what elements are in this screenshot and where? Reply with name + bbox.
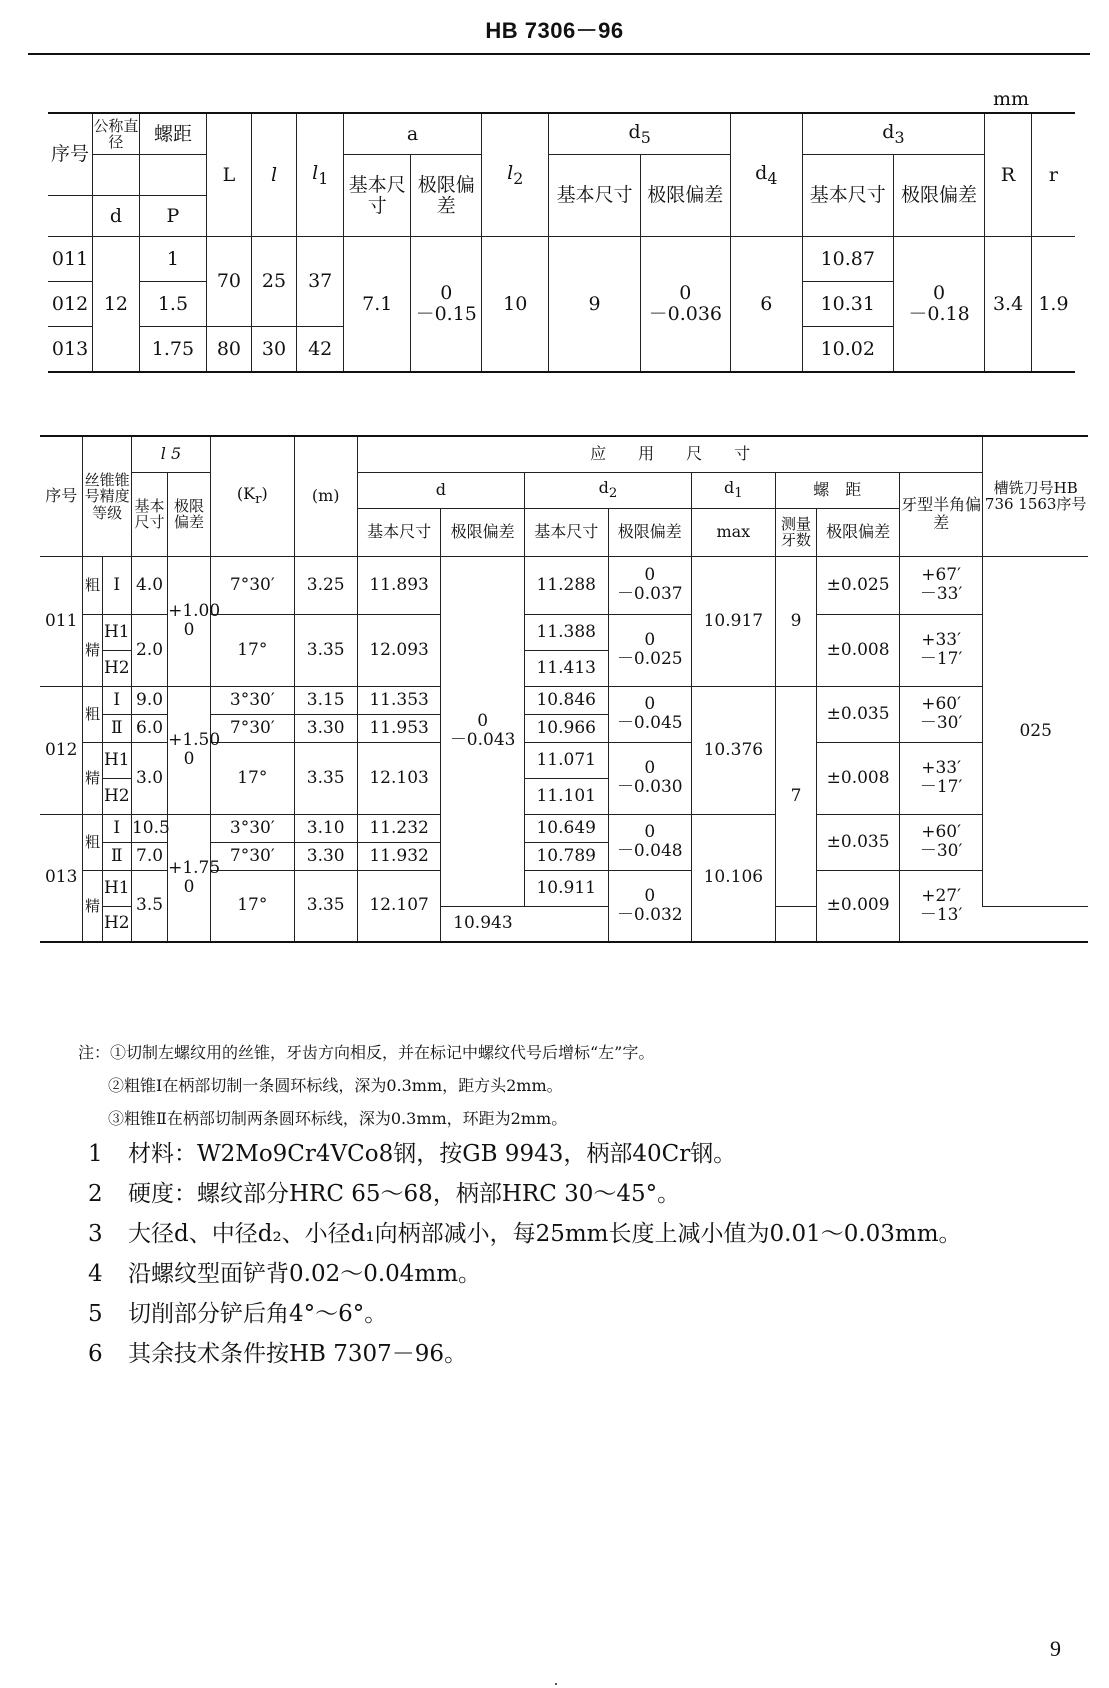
hdr-d3-limit: 极限偏差 (893, 155, 984, 237)
hdr-d3-basic: 基本尺寸 (802, 155, 893, 237)
shared-d-limit: 0 －0.043 (441, 556, 525, 906)
g013-l5-limit: +1.75 0 (168, 814, 211, 942)
list-item: 5 切削部分铲后角4°～6°。 (88, 1301, 388, 1327)
t2-hdr-l5-limit: 极限偏差 (168, 472, 211, 556)
hdr-r: r (1031, 113, 1075, 237)
g011-seq: 011 (40, 556, 83, 686)
page-number: 9 (1050, 1636, 1061, 1661)
t1-a-limit: 0 －0.15 (411, 237, 482, 373)
t2-hdr-measure: 测量牙数 (775, 508, 817, 556)
dimension-table-1 (48, 112, 1075, 373)
table2-row: 011 粗 I 4.0 +1.00 0 7°30′ 3.25 11.893 0 －0.043 11.288 0 －0.037 10.917 9 ±0.025 +67′ －33′ 025 (40, 556, 1088, 614)
list-item: 3 大径d、中径d₂、小径d₁向柄部减小，每25mm长度上减小值为0.01～0.03mm。 (88, 1221, 962, 1247)
t1-d5-basic: 9 (549, 237, 640, 373)
hdr-seq: 序号 (48, 113, 93, 196)
table2-row: H2 11.413 (40, 650, 1088, 686)
t1-d: 12 (93, 237, 140, 373)
t1-d3-limit: 0 －0.18 (893, 237, 984, 373)
hdr-l1: $l_1$ (297, 113, 344, 237)
t1-r: 1.9 (1031, 237, 1075, 373)
hdr-d5-limit: 极限偏差 (640, 155, 730, 237)
t2-hdr-m: (m) (294, 436, 357, 556)
tech-requirements (88, 1134, 962, 1374)
t1-d4: 6 (730, 237, 802, 373)
t2-hdr-cutter: 槽铣刀号HB 736 1563序号 (983, 436, 1088, 556)
grade-fine: 精 (83, 614, 102, 686)
t2-hdr-tapno: 丝锥锥号精度等级 (83, 436, 132, 556)
list-item: 2 硬度：螺纹部分HRC 65～68，柄部HRC 30～45°。 (88, 1181, 681, 1207)
t2-hdr-d1-max: max (692, 508, 776, 556)
table2-row: 012 粗 I 9.0 +1.50 0 3°30′ 3.15 11.353 10.846 0 －0.045 10.376 7 ±0.035 +60′ －30′ (40, 686, 1088, 714)
g012-d1: 10.376 (692, 686, 776, 814)
notes-block (78, 1036, 654, 1135)
hdr-pitch-cont (139, 155, 206, 196)
t2-hdr-d: d (357, 472, 524, 508)
g011-teeth: 9 (775, 556, 817, 686)
page-header: HB 7306－96 (485, 18, 624, 43)
t2-hdr-pitch-limit: 极限偏差 (817, 508, 899, 556)
note-1: 注：①切制左螺纹用的丝锥，牙齿方向相反，并在标记中螺纹代号后增标“左”字。 (78, 1043, 655, 1062)
note-3: ③粗锥Ⅱ在柄部切制两条圆环标线，深为0.3mm，环距为2mm。 (108, 1109, 568, 1128)
table2-row: Ⅱ 7.0 7°30′ 3.30 11.932 10.789 (40, 842, 1088, 870)
hdr-l2: $l_2$ (482, 113, 549, 237)
table1-row: 013 1.75 80 30 42 10.02 (48, 327, 1075, 373)
g011-l5-limit: +1.00 0 (168, 556, 211, 686)
hdr-a: a (344, 113, 482, 155)
t2-hdr-app: 应 用 尺 寸 (357, 436, 983, 472)
hdr-R: R (985, 113, 1032, 237)
hdr-pitch: 螺距 (139, 113, 206, 155)
dimension-table-2: 序号 丝锥锥号精度等级 l 5 $(K_r)$ (m) 应 用 尺 寸 槽铣刀号HB 736 1563序号 基本尺寸 极限偏差 d $d_2$ $d_1$ 螺 距 牙型半角偏差 基本尺寸 极限偏差 基本尺寸 极限偏差 max 测量牙数 极限偏差 011 粗 I 4.0 +1.00 0 7°30′ 3.25 11.893 0 －0.043 11.288 0 －0.037 10.917 9 ±0.025 +67′ －33′ 025 精 H1 2.0 17° 3.35 12.093 11.388 0 －0.025 ±0.008 +33′ －17′ H2 11.413 012 粗 I 9.0 +1.50 0 3°30′ 3.15 11.353 10.846 0 －0.045 10.376 7 ±0.035 +60′ －30′ Ⅱ 6.0 7°30′ 3.30 11.953 10.966 精 H1 3.0 17° 3.35 12.103 11.071 0 －0.030 ±0.008 +33′ －17′ H2 11.101 013 粗 I 10.5 +1.75 0 3°30′ 3.10 11.232 10.649 0 －0.048 10.106 ±0.035 +60′ －30′ Ⅱ 7.0 7°30′ 3.30 11.932 10.789 精 H1 3.5 17° 3.35 12.107 10.911 0 －0.032 ±0.009 +27′ －13′ H2 10.943 (40, 435, 1088, 943)
t1-a-basic: 7.1 (344, 237, 411, 373)
table1-row: 012 1.5 10.31 (48, 282, 1075, 327)
hdr-a-limit: 极限偏差 (411, 155, 482, 237)
hdr-d5-basic: 基本尺寸 (549, 155, 640, 237)
unit-label: mm (993, 88, 1030, 110)
g013-d1: 10.106 (692, 814, 776, 942)
note-2: ②粗锥Ⅰ在柄部切制一条圆环标线，深为0.3mm，距方头2mm。 (108, 1076, 563, 1095)
header-rule (28, 53, 1090, 55)
list-item: 1 材料：W2Mo9Cr4VCo8钢，按GB 9943，柄部40Cr钢。 (88, 1141, 737, 1167)
teeth-shared: 7 (775, 686, 817, 906)
g013-seq: 013 (40, 814, 83, 942)
t2-hdr-kr: $(K_r)$ (211, 436, 295, 556)
table2-row: 精 H1 3.0 17° 3.35 12.103 11.071 0 －0.030 ±0.008 +33′ －17′ (40, 742, 1088, 778)
list-item: 4 沿螺纹型面铲背0.02～0.04mm。 (88, 1261, 482, 1287)
table2-row: H2 11.101 (40, 778, 1088, 814)
g012-seq: 012 (40, 686, 83, 814)
list-item: 6 其余技术条件按HB 7307－96。 (88, 1341, 468, 1367)
t2-hdr-l5: l 5 (131, 436, 210, 472)
table2-row: 精 H1 2.0 17° 3.35 12.093 11.388 0 －0.025 ±0.008 +33′ －17′ (40, 614, 1088, 650)
g011-d1: 10.917 (692, 556, 776, 686)
t1-l2: 10 (482, 237, 549, 373)
table2-row: Ⅱ 6.0 7°30′ 3.30 11.953 10.966 (40, 714, 1088, 742)
table2-row: H2 10.943 (40, 906, 1088, 942)
hdr-d5: $d_5$ (549, 113, 730, 155)
t2-hdr-l5-basic: 基本尺寸 (131, 472, 167, 556)
hdr-a-basic: 基本尺寸 (344, 155, 411, 237)
t2-hdr-d1: $d_1$ (692, 472, 776, 508)
grade-coarse: 粗 (83, 556, 102, 614)
hdr-nominal: 公称直径 (93, 113, 140, 155)
hdr-l: l (251, 113, 297, 237)
table2-row: 精 H1 3.5 17° 3.35 12.107 10.911 0 －0.032 ±0.009 +27′ －13′ (40, 870, 1088, 906)
table1-row: 011 12 1 70 25 37 7.1 0 －0.15 10 9 0 －0.036 6 10.87 0 －0.18 3.4 1.9 (48, 237, 1075, 282)
hdr-nominal-sym: d (93, 196, 140, 237)
hdr-d4: $d_4$ (730, 113, 802, 237)
t2-hdr-d2: $d_2$ (524, 472, 691, 508)
t1-d5-limit: 0 －0.036 (640, 237, 730, 373)
hdr-L: L (207, 113, 252, 237)
hdr-seq-cont (48, 196, 93, 237)
g012-l5-limit: +1.50 0 (168, 686, 211, 814)
t2-hdr-pitch: 螺 距 (775, 472, 899, 508)
shared-cutter: 025 (983, 556, 1088, 906)
t2-hdr-seq: 序号 (40, 436, 83, 556)
hdr-nominal-cont (93, 155, 140, 196)
t2-hdr-half-angle: 牙型半角偏差 (899, 472, 983, 556)
t1-R: 3.4 (985, 237, 1032, 373)
hdr-d3: $d_3$ (802, 113, 985, 155)
scan-speck (555, 1683, 557, 1685)
hdr-pitch-sym: P (139, 196, 206, 237)
table2-row: 013 粗 I 10.5 +1.75 0 3°30′ 3.10 11.232 10.649 0 －0.048 10.106 ±0.035 +60′ －30′ (40, 814, 1088, 842)
